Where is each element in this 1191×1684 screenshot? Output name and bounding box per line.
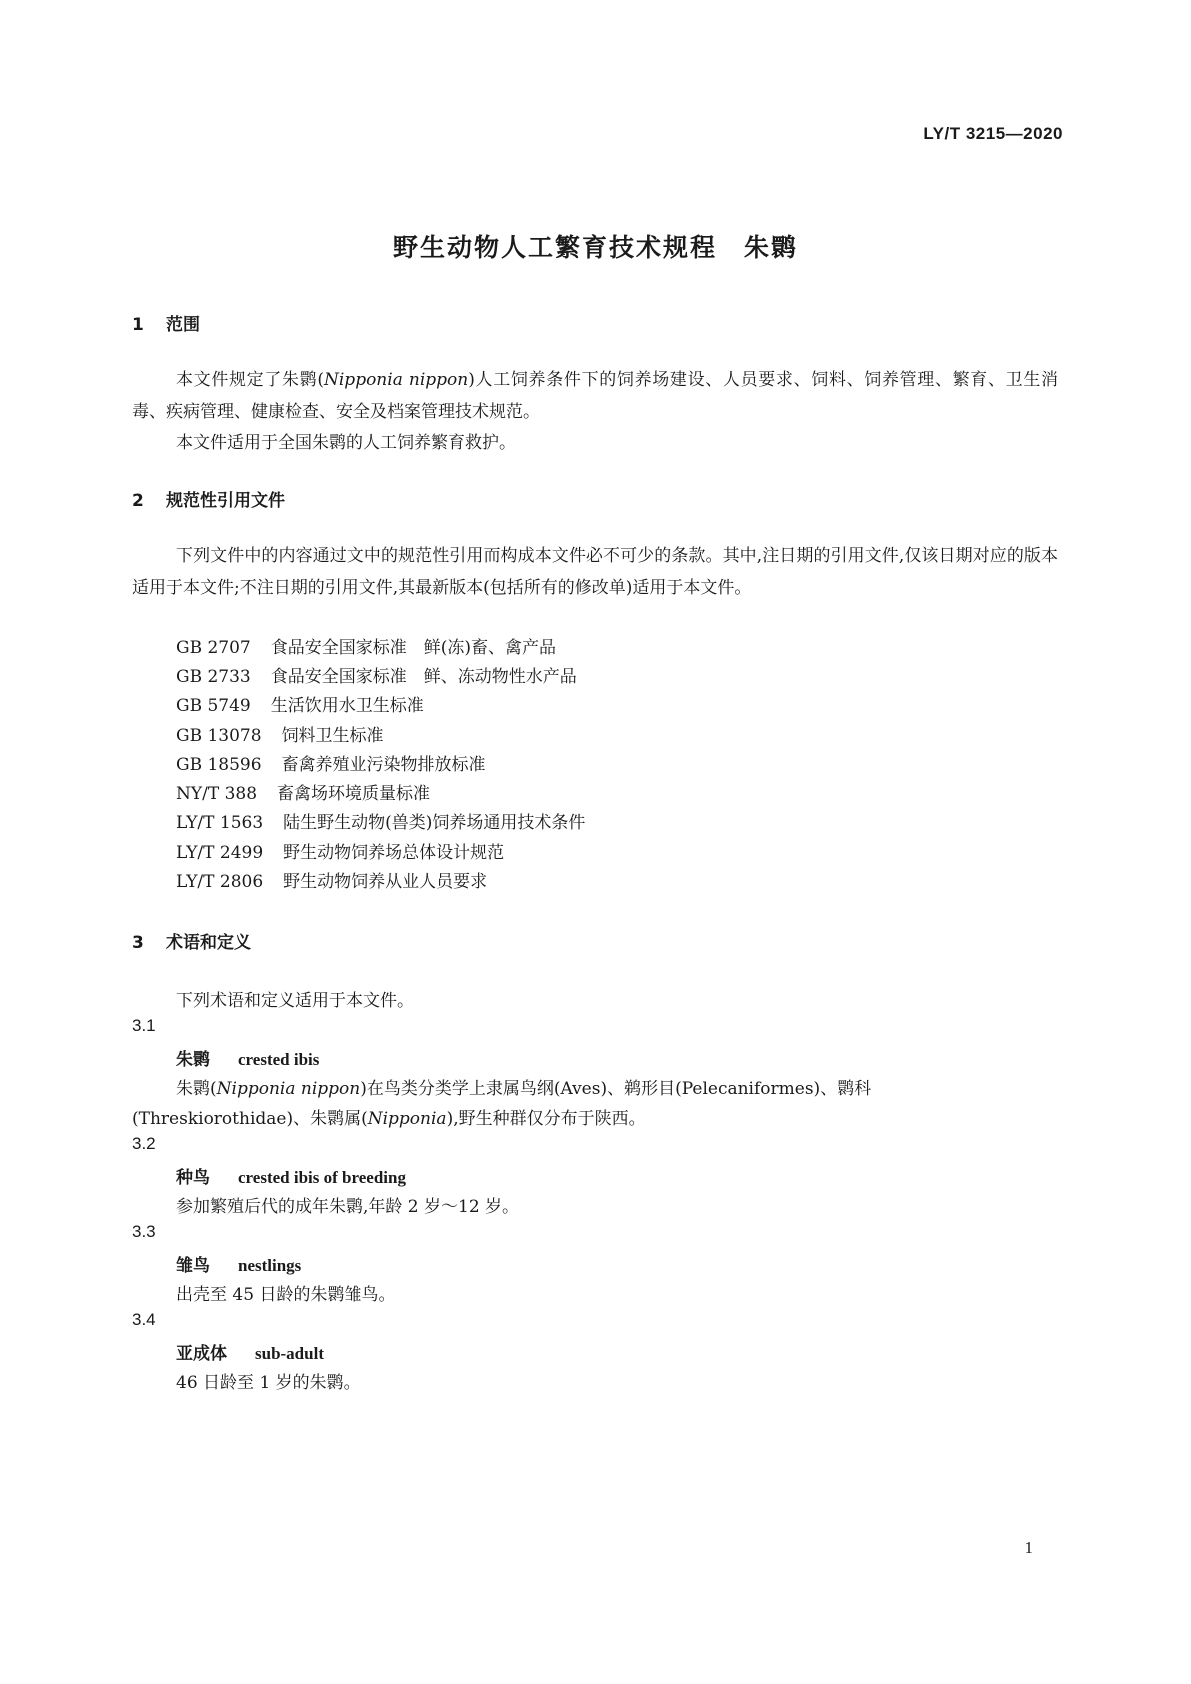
term-heading: [176, 1163, 406, 1188]
reference-code: LY/T 2499: [176, 843, 264, 863]
term-zh: 种鸟: [176, 1168, 210, 1188]
reference-title: 食品安全国家标准 鲜(冻)畜、禽产品: [270, 638, 557, 658]
latin-name: Nipponia nippon: [324, 370, 469, 390]
term-en: nestlings: [238, 1256, 302, 1275]
reference-title: 生活饮用水卫生标准: [270, 696, 424, 716]
reference-title: 畜禽养殖业污染物排放标准: [281, 755, 486, 775]
section-heading-scope: [132, 310, 200, 335]
reference-item: [176, 691, 424, 716]
scope-applicability: 本文件适用于全国朱鹮的人工饲养繁育救护。: [176, 433, 516, 453]
term-zh: 朱鹮: [176, 1050, 210, 1070]
reference-item: [176, 867, 487, 892]
term-definition: 参加繁殖后代的成年朱鹮,年龄 2 岁～12 岁。: [176, 1197, 520, 1217]
reference-code: LY/T 2806: [176, 872, 264, 892]
document-title: 野生动物人工繁育技术规程 朱鹮: [392, 233, 798, 262]
reference-item: [176, 721, 384, 746]
term-heading: [176, 1339, 324, 1364]
section-title: 规范性引用文件: [166, 491, 285, 511]
term-definition-continued: (Threskiorothidae)、朱鹮属(Nipponia),野生种群仅分布于陕西。: [132, 1109, 646, 1129]
reference-code: GB 2733: [176, 667, 251, 687]
reference-item: [176, 808, 585, 833]
reference-title: 食品安全国家标准 鲜、冻动物性水产品: [270, 667, 577, 687]
term-number: 3.1: [132, 1016, 156, 1035]
reference-code: GB 18596: [176, 755, 262, 775]
reference-title: 野生动物饲养从业人员要求: [283, 872, 488, 892]
term-number: 3.3: [132, 1222, 156, 1241]
term-en: sub-adult: [255, 1344, 324, 1363]
section-title: 范围: [166, 315, 200, 335]
reference-code: GB 13078: [176, 726, 262, 746]
standard-code: LY/T 3215—2020: [923, 124, 1063, 143]
reference-item: [176, 750, 486, 775]
section-number: 3: [132, 933, 144, 953]
reference-code: GB 5749: [176, 696, 251, 716]
reference-item: [176, 633, 556, 658]
term-heading: [176, 1251, 301, 1276]
reference-title: 野生动物饲养场总体设计规范: [283, 843, 505, 863]
reference-item: [176, 779, 430, 804]
reference-item: [176, 662, 577, 687]
scope-paragraph: 本文件规定了朱鹮(Nipponia nippon)人工饲养条件下的饲养场建设、人员要求、饲料、饲养管理、繁育、卫生消毒、疾病管理、健康检查、安全及档案管理技术规范。: [132, 370, 1058, 422]
reference-title: 饲料卫生标准: [281, 726, 384, 746]
term-definition: 朱鹮(Nipponia nippon)在鸟类分类学上隶属鸟纲(Aves)、鹈形目(Pelecaniformes)、鹮科: [176, 1079, 872, 1099]
term-en: crested ibis: [238, 1050, 320, 1069]
term-definition: 46 日龄至 1 岁的朱鹮。: [176, 1373, 361, 1393]
terms-intro: 下列术语和定义适用于本文件。: [176, 991, 414, 1011]
section-title: 术语和定义: [166, 933, 251, 953]
latin-name: Nipponia nippon: [216, 1079, 361, 1099]
term-number: 3.2: [132, 1134, 156, 1153]
reference-code: LY/T 1563: [176, 813, 264, 833]
section-number: 1: [132, 315, 144, 335]
normative-intro: 下列文件中的内容通过文中的规范性引用而构成本文件必不可少的条款。其中,注日期的引用文件,仅该日期对应的版本适用于本文件;不注日期的引用文件,其最新版本(包括所有的修改单)适用于本文件。: [132, 546, 1058, 598]
term-heading: [176, 1045, 319, 1070]
reference-code: NY/T 388: [176, 784, 258, 804]
term-en: crested ibis of breeding: [238, 1168, 406, 1187]
section-heading-normative: [132, 486, 285, 511]
page-number: 1: [1024, 1538, 1033, 1557]
latin-name: Nipponia: [367, 1109, 447, 1129]
term-zh: 雏鸟: [176, 1256, 210, 1276]
term-number: 3.4: [132, 1310, 156, 1329]
reference-title: 陆生野生动物(兽类)饲养场通用技术条件: [283, 813, 586, 833]
section-number: 2: [132, 491, 144, 511]
reference-title: 畜禽场环境质量标准: [277, 784, 431, 804]
section-heading-terms: [132, 928, 251, 953]
term-zh: 亚成体: [176, 1344, 227, 1364]
reference-code: GB 2707: [176, 638, 251, 658]
term-definition: 出壳至 45 日龄的朱鹮雏鸟。: [176, 1285, 396, 1305]
reference-item: [176, 838, 504, 863]
